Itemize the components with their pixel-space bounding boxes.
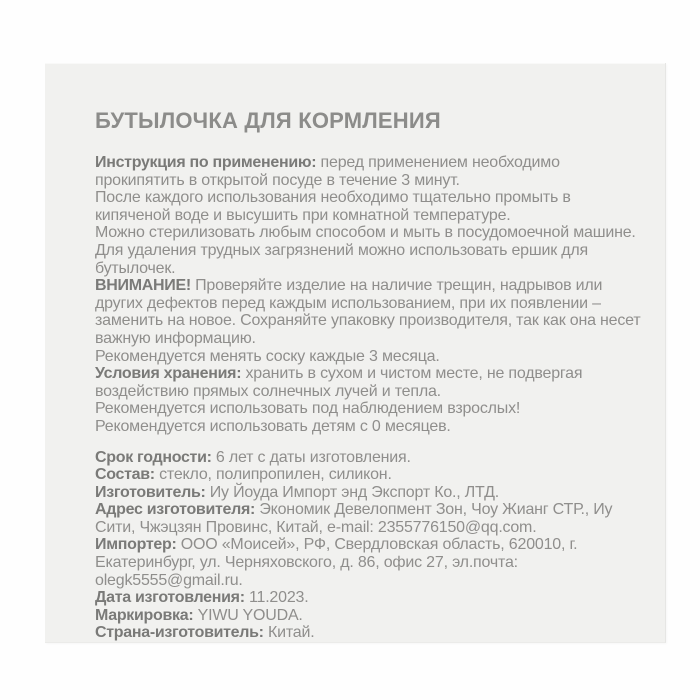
para-warning bbox=[95, 277, 647, 347]
country-of-origin-text: Китай. bbox=[263, 624, 315, 642]
importer-label: Импортер: bbox=[95, 536, 177, 554]
manufacturer-address-text: Экономик Девелопмент Зон, Чоу Жианг СТР., Иу Сити, Чжэцзян Провинс, Китай, e-mail: 2355776150@qq.com. bbox=[95, 501, 613, 536]
para-adult-supervision bbox=[95, 400, 647, 418]
manufacturer-label: Изготовитель: bbox=[95, 483, 206, 501]
para-composition bbox=[95, 466, 647, 484]
marking-text: YIWU YOUDA. bbox=[193, 606, 303, 624]
para-storage-conditions bbox=[95, 365, 647, 400]
adult-supervision-text: Рекомендуется использовать под наблюдением взрослых! bbox=[95, 400, 521, 418]
composition-label: Состав: bbox=[95, 466, 155, 484]
shelf-life-text: 6 лет с даты изготовления. bbox=[211, 448, 411, 466]
shelf-life-label: Срок годности: bbox=[95, 448, 212, 466]
production-date-label: Дата изготовления: bbox=[95, 589, 245, 607]
nipple-replace-text: Рекомендуется менять соску каждые 3 месяца. bbox=[95, 347, 440, 365]
composition-text: стекло, полипропилен, силикон. bbox=[154, 466, 392, 484]
para-sterilize bbox=[95, 224, 647, 277]
para-shelf-life bbox=[95, 449, 647, 467]
para-rinse bbox=[95, 189, 647, 224]
importer-text: ООО «Моисей», РФ, Свердловская область, 620010, г. Екатеринбург, ул. Черняховского, д. 86, офис 27, эл.почта: olegk5555@gmail.ru. bbox=[95, 536, 578, 589]
label-card bbox=[45, 63, 666, 643]
manufacturer-text: Иу Йоуда Импорт энд Экспорт Ко., ЛТД. bbox=[205, 483, 499, 501]
rinse-text: После каждого использования необходимо тщательно промыть в кипяченой воде и высушить при комнатной температуре. bbox=[95, 189, 571, 224]
label-content bbox=[45, 63, 665, 642]
page-title: БУТЫЛОЧКА ДЛЯ КОРМЛЕНИЯ bbox=[95, 108, 441, 133]
age-recommendation-text: Рекомендуется использовать детям с 0 месяцев. bbox=[95, 417, 451, 435]
manufacturer-address-label: Адрес изготовителя: bbox=[95, 501, 256, 519]
production-date-text: 11.2023. bbox=[244, 589, 309, 607]
storage-conditions-text: хранить в сухом и чистом месте, не подвергая воздействию прямых солнечных лучей и тепла. bbox=[95, 365, 583, 400]
instructions-section bbox=[95, 154, 647, 436]
para-importer bbox=[95, 536, 647, 589]
storage-conditions-label: Условия хранения: bbox=[95, 365, 242, 383]
para-country-of-origin bbox=[95, 624, 647, 642]
para-usage-instructions bbox=[95, 154, 647, 189]
warning-label: ВНИМАНИЕ! bbox=[95, 277, 191, 295]
para-production-date bbox=[95, 589, 647, 607]
sterilize-text: Можно стерилизовать любым способом и мыть в посудомоечной машине. Для удаления трудных загрязнений можно использовать ершик для бутылочек. bbox=[95, 224, 636, 277]
para-manufacturer-address bbox=[95, 501, 647, 536]
marking-label: Маркировка: bbox=[95, 606, 194, 624]
para-nipple-replace bbox=[95, 348, 647, 366]
warning-text: Проверяйте изделие на наличие трещин, надрывов или других дефектов перед каждым использованием, при их появлении – заменить на новое. Сохраняйте упаковку производителя, так как она несет важную информацию. bbox=[95, 277, 641, 347]
country-of-origin-label: Страна-изготовитель: bbox=[95, 624, 264, 642]
para-manufacturer bbox=[95, 484, 647, 502]
usage-instructions-text: перед применением необходимо прокипятить в открытой посуде в течение 3 минут. bbox=[95, 154, 560, 189]
para-marking bbox=[95, 607, 647, 625]
usage-instructions-label: Инструкция по применению: bbox=[95, 154, 317, 171]
para-age-recommendation bbox=[95, 418, 647, 436]
details-section bbox=[95, 449, 647, 643]
